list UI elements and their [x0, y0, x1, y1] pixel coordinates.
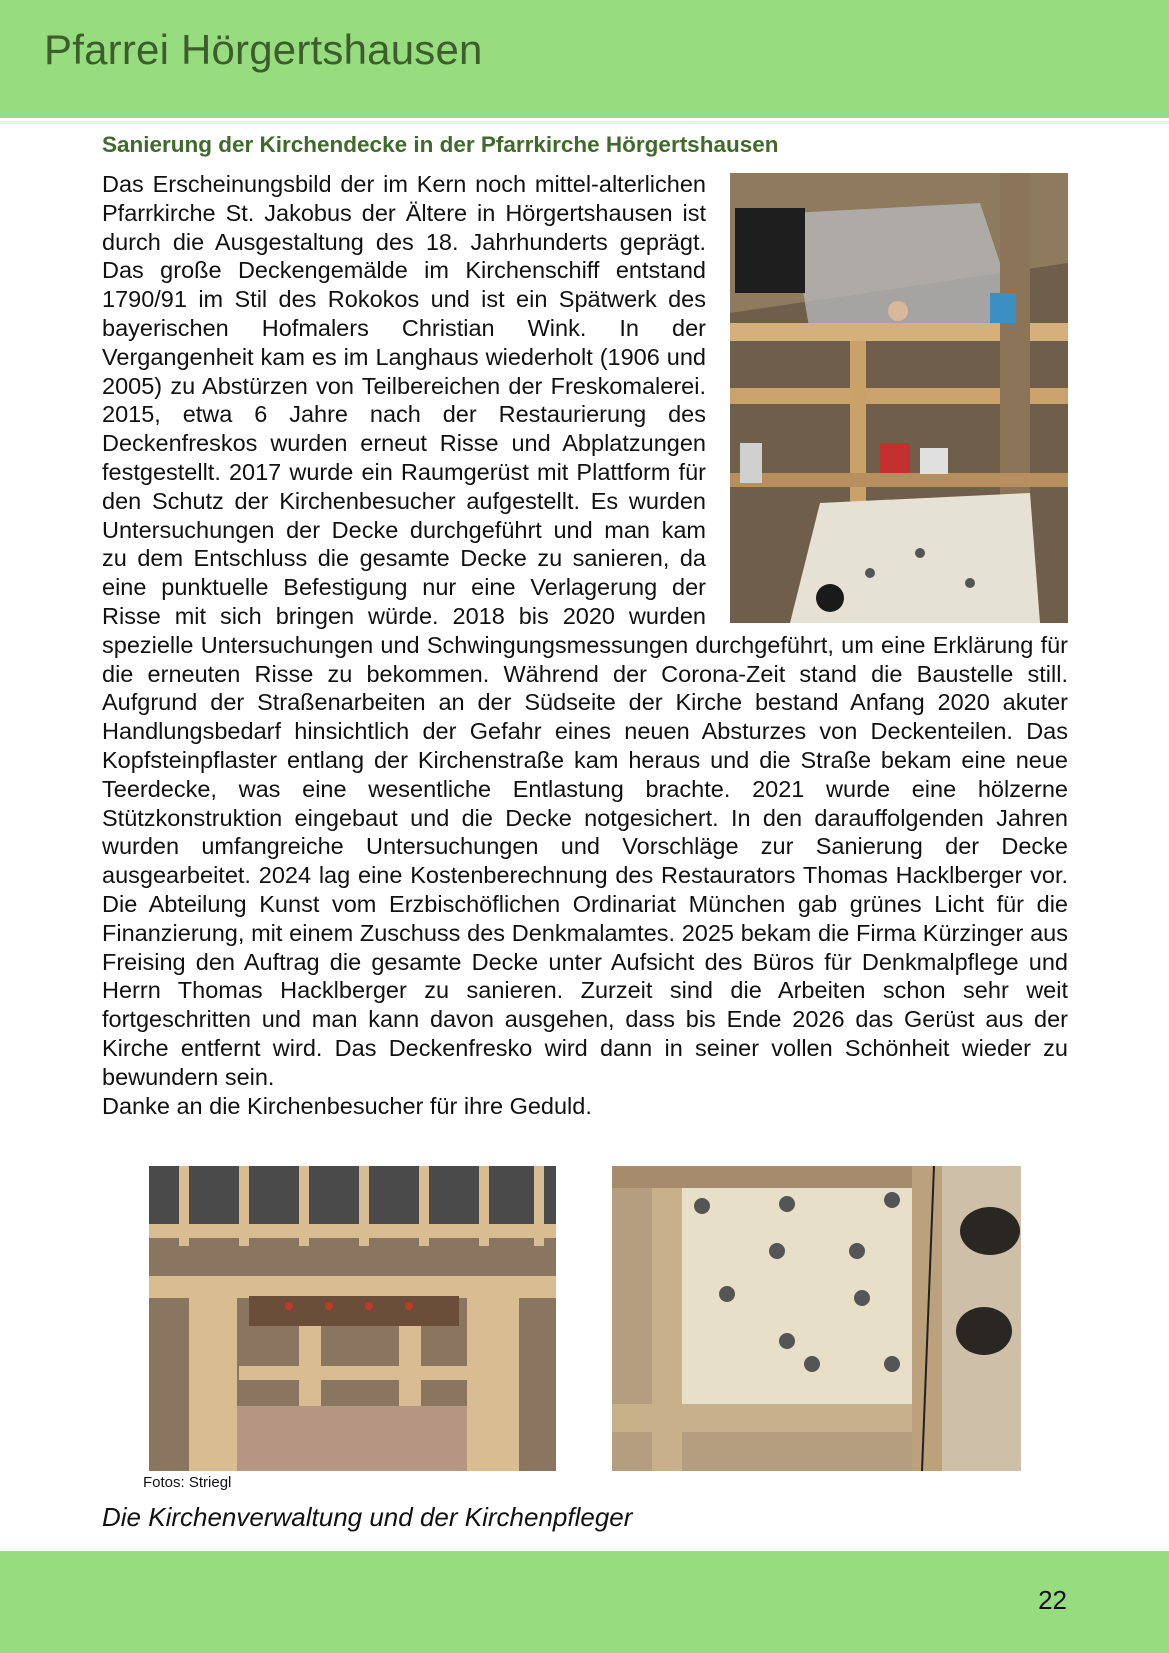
photo-credit: Fotos: Striegl — [143, 1474, 232, 1491]
signature: Die Kirchenverwaltung und der Kirchenpfleger — [102, 1502, 633, 1532]
page-header — [0, 0, 1169, 118]
parish-title: Pfarrei Hörgertshausen — [44, 26, 483, 73]
page-footer — [0, 1551, 1169, 1653]
article-text: Das Erscheinungsbild der im Kern noch mittel-alterlichen Pfarrkirche St. Jakobus der Ältere in Hörgertshausen ist durch die Ausgestaltung des 18. Jahrhunderts geprägt. Das große Deckengemälde im Kirchenschiff entstand 1790/91 im Stil des Rokokos und ist ein Spätwerk des bayerischen Hofmalers Christian Wink. In der Vergangenheit kam es im Langhaus wiederholt (1906 und 2005) zu Abstürzen von Teilbereichen der Freskomalerei. 2015, etwa 6 Jahre nach der Restaurierung des Deckenfreskos wurden erneut Risse und Abplatzungen festgestellt. 2017 wurde ein Raumgerüst mit Plattform für den Schutz der Kirchenbesucher aufgestellt. Es wurden Untersuchungen der Decke durchgeführt und man kam zu dem Entschluss die gesamte Decke zu sanieren, da eine punktuelle Befestigung nur eine Verlagerung der Risse mit sich bringen würde. 2018 bis 2020 wurden spezielle Untersuchungen und Schwingungsmessungen durchgeführt, um eine Erklärung für die erneuten Risse zu bekommen. Während der Corona-Zeit stand die Baustelle still. Aufgrund der Straßenarbeiten an der Südseite der Kirche bestand Anfang 2020 akuter Handlungsbedarf hinsichtlich der Gefahr eines neuen Absturzes von Deckenteilen. Das Kopfsteinpflaster entlang der Kirchenstraße kam heraus und die Straße bekam eine neue Teerdecke, was eine wesentliche Entlastung brachte. 2021 wurde eine hölzerne Stützkonstruktion eingebaut und die Decke notgesichert. In den darauffolgenden Jahren wurden umfangreiche Untersuchungen und Vorschläge zur Sanierung der Decke ausgearbeitet. 2024 lag eine Kostenberechnung des Restaurators Thomas Hacklberger vor. Die Abteilung Kunst vom Erzbischöflichen Ordinariat München gab grünes Licht für die Finanzierung, mit einem Zuschuss des Denkmalamtes. 2025 bekam die Firma Kürzinger aus Freising den Auftrag die gesamte Decke unter Aufsicht des Büros für Denkmalpflege und Herrn Thomas Hacklberger zu sanieren. Zurzeit sind die Arbeiten schon sehr weit fortgeschritten und man kann davon ausgehen, dass bis Ende 2026 das Gerüst aus der Kirche entfernt wird. Das Deckenfresko wird dann in seiner vollen Schönheit wieder zu bewundern sein. — [102, 171, 1068, 1090]
article-title: Sanierung der Kirchendecke in der Pfarrkirche Hörgertshausen — [102, 132, 779, 157]
photo-ceiling-anchors — [612, 1166, 1021, 1471]
photo-attic-scaffold — [730, 173, 1068, 623]
thanks-line: Danke an die Kirchenbesucher für ihre Geduld. — [102, 1092, 592, 1119]
page-number: 22 — [1038, 1585, 1067, 1615]
header-divider — [0, 121, 1169, 124]
photo-support-structure — [149, 1166, 556, 1471]
article-body — [102, 170, 1068, 1120]
